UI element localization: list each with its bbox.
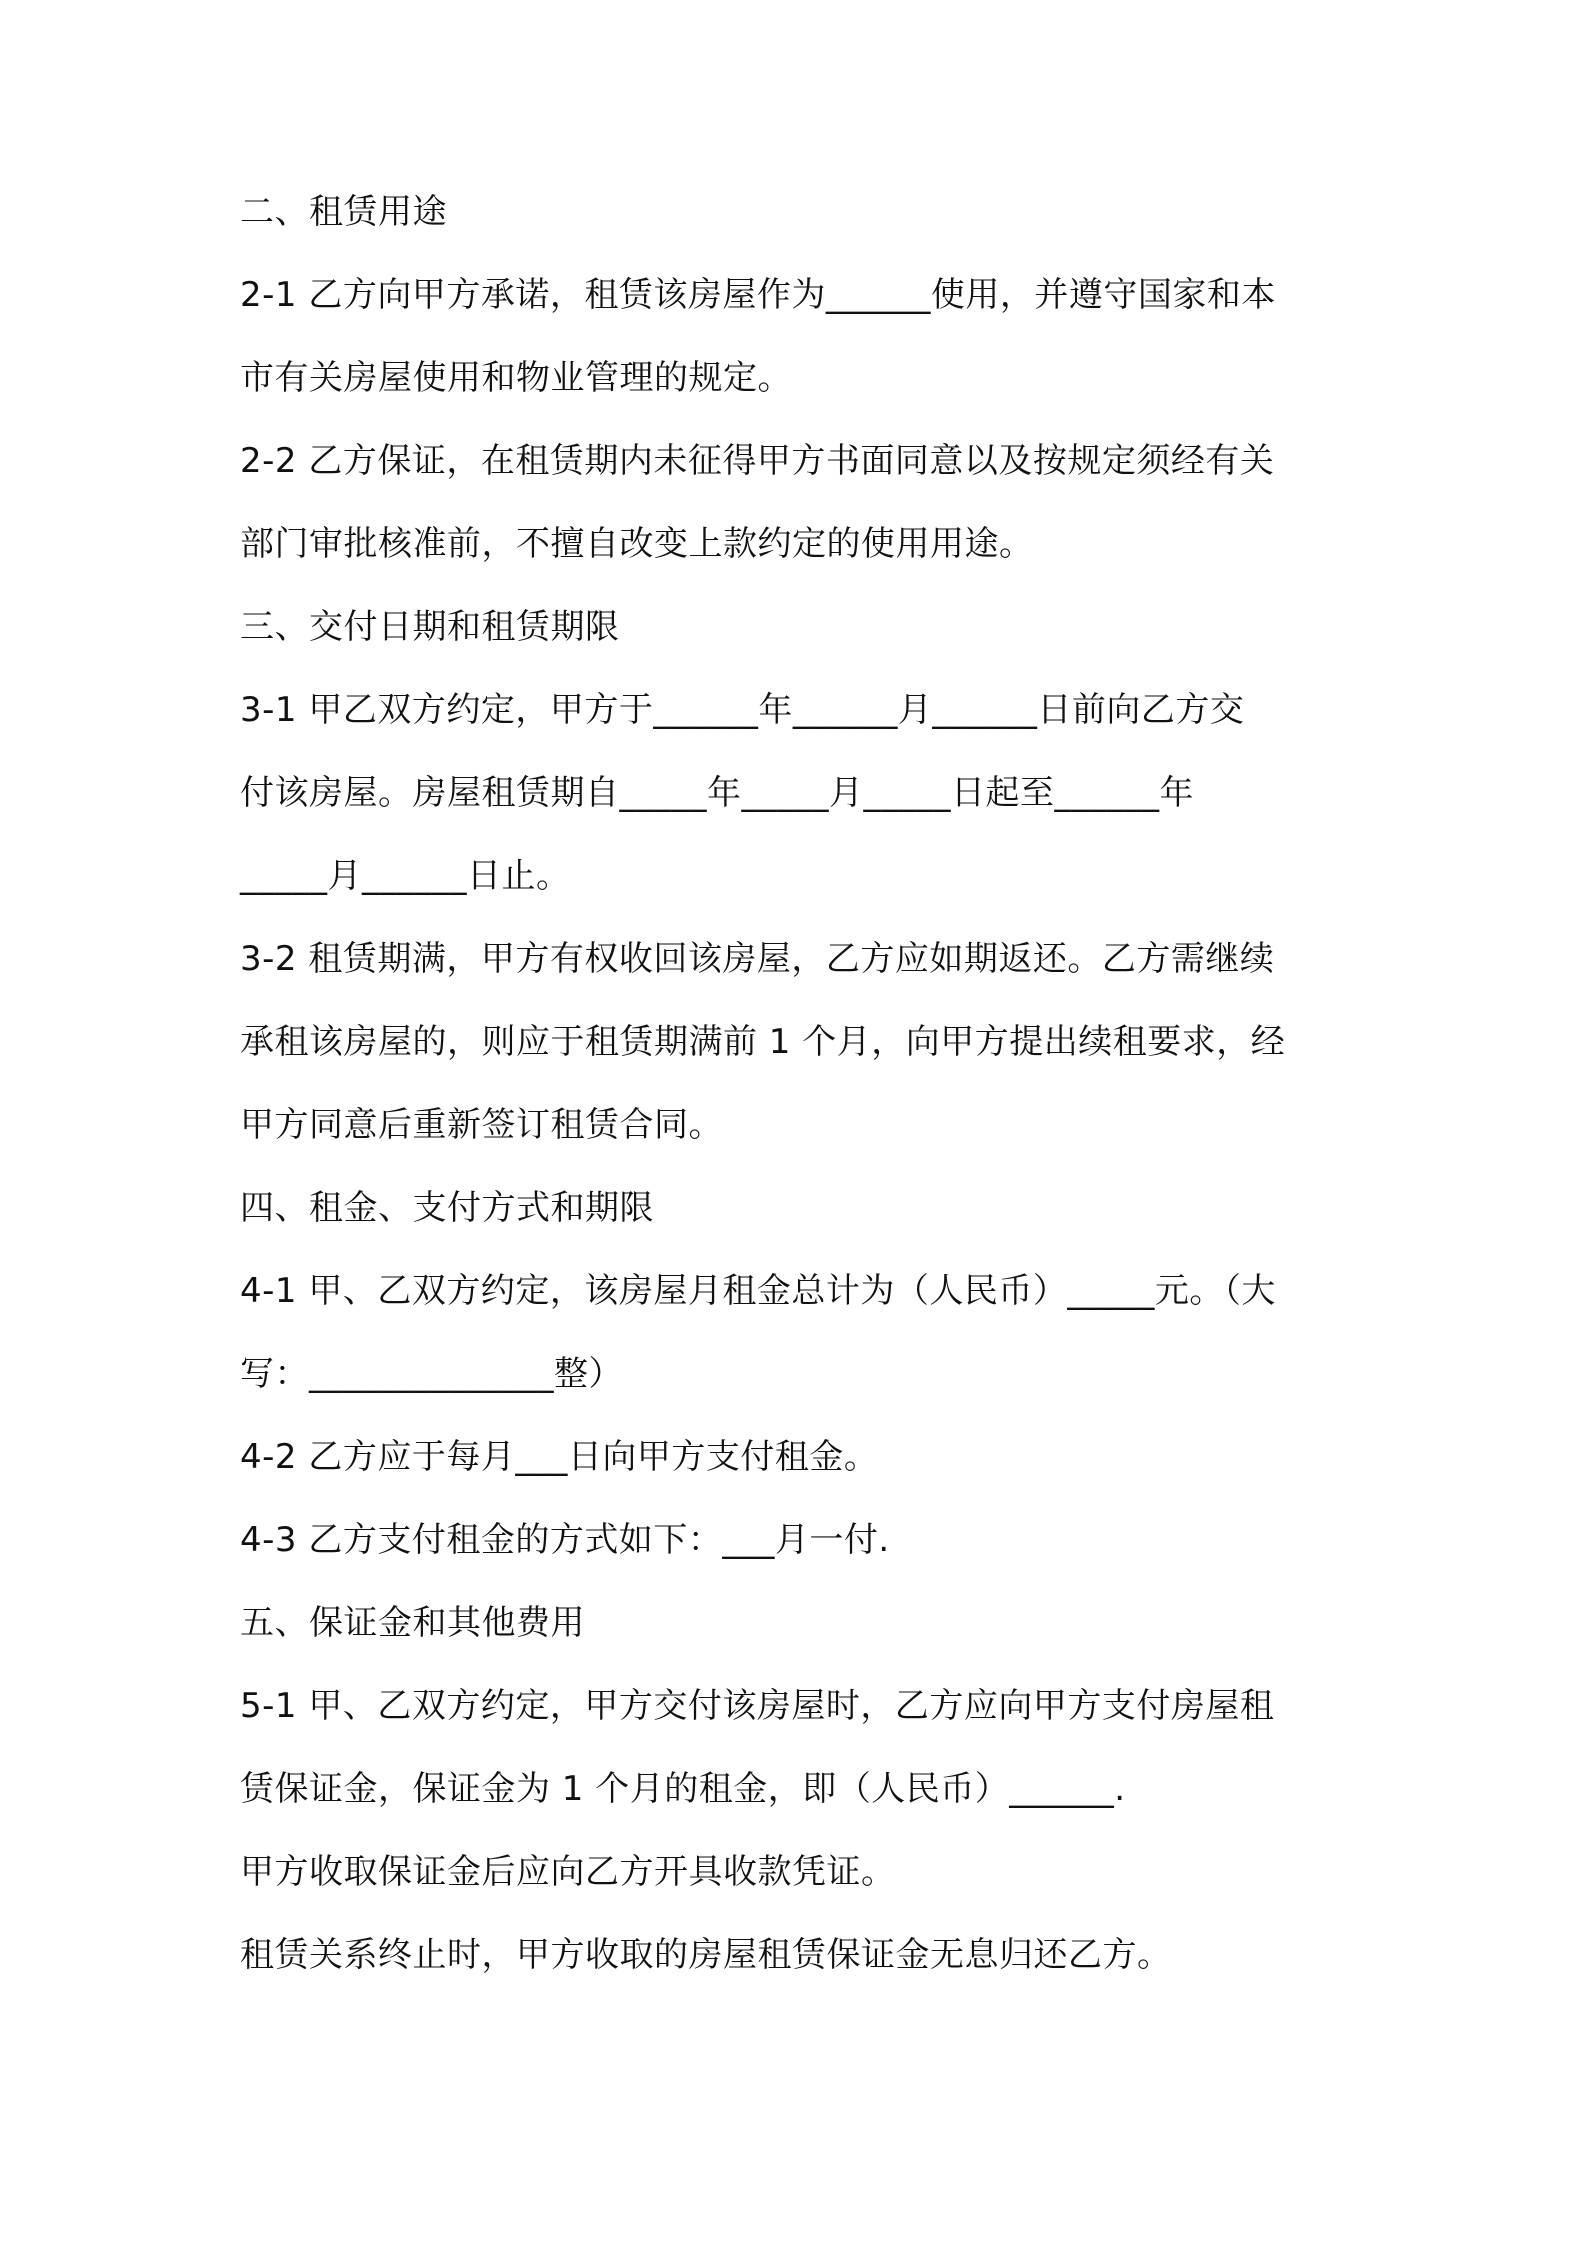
clause-4-1-line-2: 写：______________整） xyxy=(240,1354,623,1394)
clause-4-3: 4-3 乙方支付租金的方式如下：___月一付. xyxy=(240,1520,890,1560)
clause-5-1-line-1: 5-1 甲、乙双方约定，甲方交付该房屋时，乙方应向甲方支付房屋租 xyxy=(240,1686,1275,1726)
clause-5-1-receipt: 甲方收取保证金后应向乙方开具收款凭证。 xyxy=(240,1852,896,1892)
clause-2-1-line-2: 市有关房屋使用和物业管理的规定。 xyxy=(240,358,792,398)
clause-3-1-line-3: _____月______日止。 xyxy=(240,856,571,896)
heading-deposit-fees: 五、保证金和其他费用 xyxy=(240,1603,585,1643)
clause-3-2-line-3: 甲方同意后重新签订租赁合同。 xyxy=(240,1105,723,1145)
clause-4-1-line-1: 4-1 甲、乙双方约定，该房屋月租金总计为（人民币）_____元。（大 xyxy=(240,1271,1276,1311)
clause-3-1-line-2: 付该房屋。房屋租赁期自_____年_____月_____日起至______年 xyxy=(240,773,1194,813)
clause-3-2-line-2: 承租该房屋的，则应于租赁期满前 1 个月，向甲方提出续租要求，经 xyxy=(240,1022,1286,1062)
clause-2-1-line-1: 2-1 乙方向甲方承诺，租赁该房屋作为______使用，并遵守国家和本 xyxy=(240,275,1276,315)
heading-delivery-term: 三、交付日期和租赁期限 xyxy=(240,607,620,647)
clause-2-2-line-2: 部门审批核准前，不擅自改变上款约定的使用用途。 xyxy=(240,524,1034,564)
clause-3-2-line-1: 3-2 租赁期满，甲方有权收回该房屋，乙方应如期返还。乙方需继续 xyxy=(240,939,1275,979)
clause-5-1-refund: 租赁关系终止时，甲方收取的房屋租赁保证金无息归还乙方。 xyxy=(240,1935,1172,1975)
clause-3-1-line-1: 3-1 甲乙双方约定，甲方于______年______月______日前向乙方交 xyxy=(240,690,1245,730)
clause-4-2: 4-2 乙方应于每月___日向甲方支付租金。 xyxy=(240,1437,879,1477)
clause-5-1-line-2: 赁保证金，保证金为 1 个月的租金，即（人民币）______. xyxy=(240,1769,1126,1809)
heading-lease-purpose: 二、租赁用途 xyxy=(240,192,447,232)
heading-rent-payment: 四、租金、支付方式和期限 xyxy=(240,1188,654,1228)
clause-2-2-line-1: 2-2 乙方保证，在租赁期内未征得甲方书面同意以及按规定须经有关 xyxy=(240,441,1275,481)
